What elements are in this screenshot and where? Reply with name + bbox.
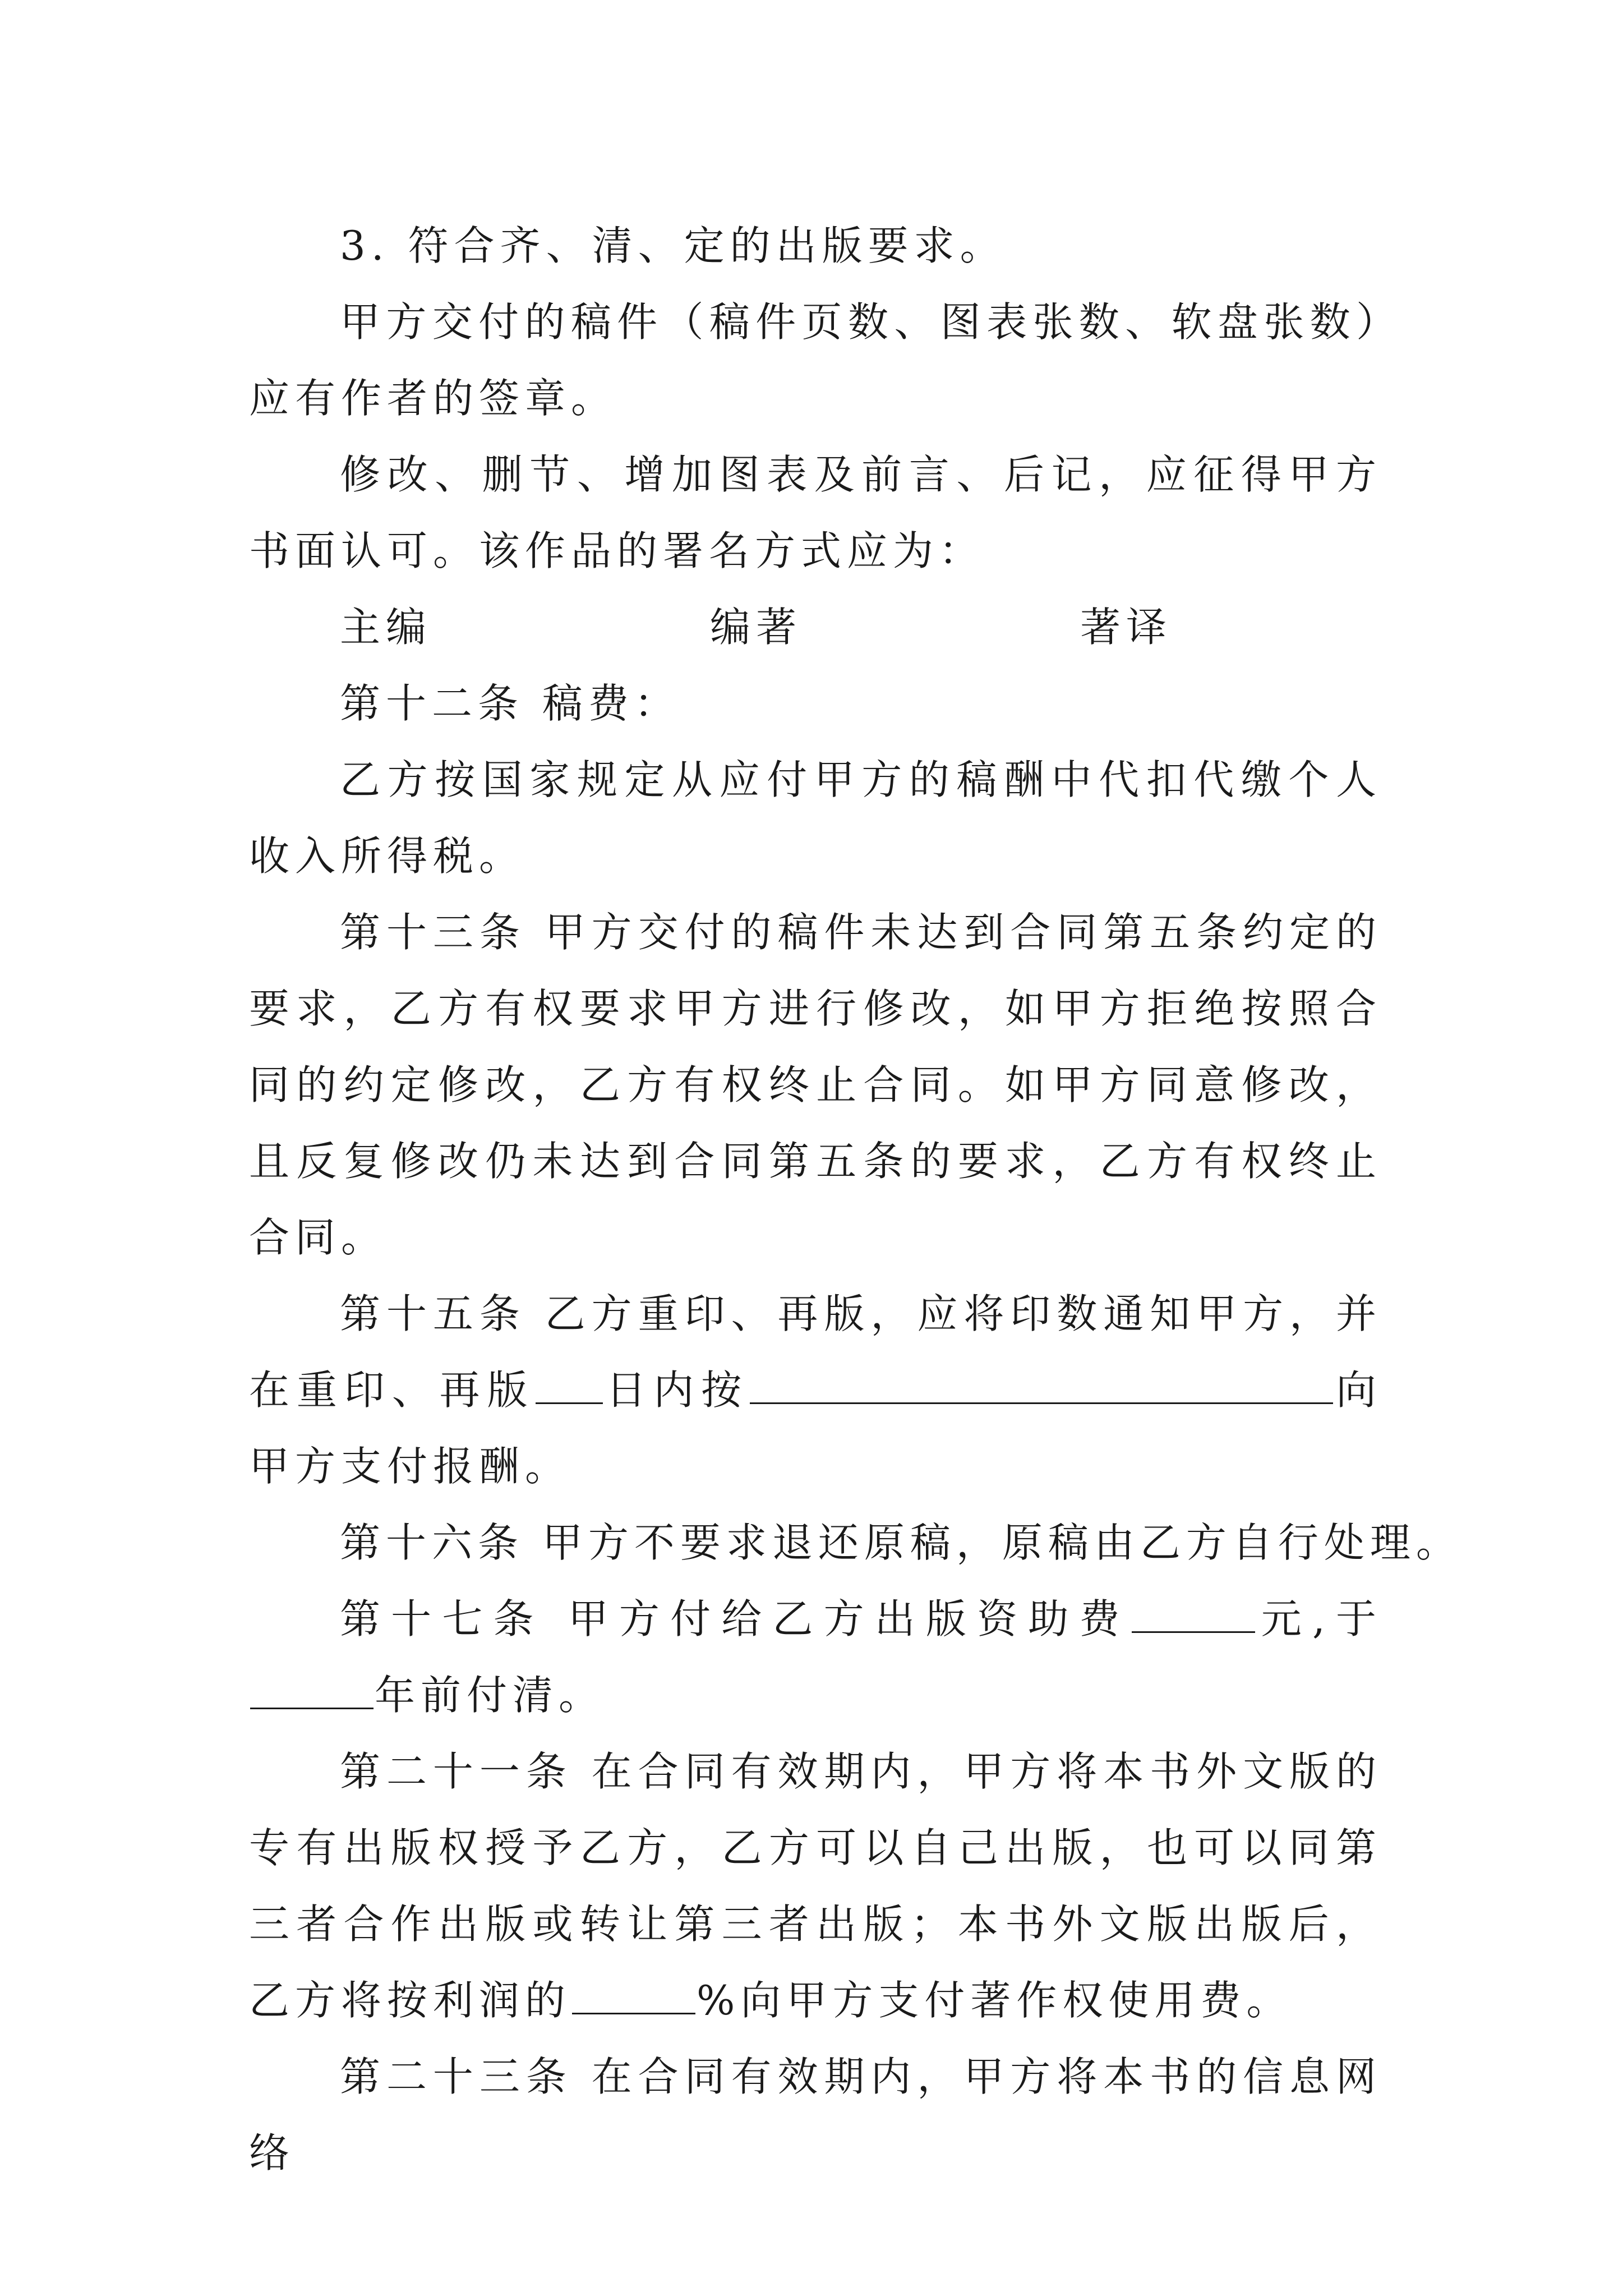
clause-17-text-1: 第十七条 甲方付给乙方出版资助费 (340, 1595, 1131, 1642)
subsidy-amount-blank (1132, 1593, 1255, 1633)
clause-21-text-1: 第二十一条 在合同有效期内，甲方将本书外文版的专有出版权授予乙方，乙方可以自己出版，也可以同第三者合作出版或转让第三者出版；本书外文版出版后，乙方将按利润的 (249, 1748, 1382, 2024)
paragraph-tax-withholding: 乙方按国家规定从应付甲方的稿酬中代扣代缴个人收入所得税。 (249, 756, 1382, 880)
paragraph-manuscript-signature: 甲方交付的稿件（稿件页数、图表张数、软盘张数）应有作者的签章。 (249, 298, 1382, 422)
clause-21-text-2: %向甲方支付著作权使用费。 (697, 1977, 1293, 2024)
role-chief-editor: 主编 (340, 604, 432, 651)
payment-method-blank (750, 1364, 1333, 1404)
clause-12-heading: 第十二条 稿费： (340, 680, 680, 727)
clause-15-text-1: 第十五条 乙方重印、再版，应将印数通知甲方，并在重印、再版 (249, 1290, 1382, 1414)
clause-16: 第十六条 甲方不要求退还原稿，原稿由乙方自行处理。 (340, 1519, 1462, 1566)
clause-17 (249, 1581, 1382, 1733)
clause-15-text-3: 向甲方支付报酬。 (249, 1366, 1382, 1490)
paragraph-publishing-requirement: 3. 符合齐、清、定的出版要求。 (340, 222, 1006, 269)
authorship-options (249, 589, 1382, 665)
clause-15 (249, 1276, 1382, 1504)
role-translator: 著译 (1080, 604, 1173, 651)
document-body (249, 208, 1462, 2191)
clause-17-text-2: 元,于 (1256, 1595, 1382, 1642)
role-compiler: 编著 (710, 604, 803, 651)
clause-13: 第十三条 甲方交付的稿件未达到合同第五条约定的要求，乙方有权要求甲方进行修改，如甲方拒绝按照合同的约定修改，乙方有权终止合同。如甲方同意修改，且反复修改仍未达到合同第五条的要求，乙方有权终止合同。 (249, 909, 1382, 1261)
clause-15-text-2: 日内按 (604, 1366, 749, 1414)
clause-21 (249, 1733, 1382, 2039)
paragraph-modification-consent: 修改、删节、增加图表及前言、后记，应征得甲方书面认可。该作品的署名方式应为： (249, 451, 1382, 574)
clause-17-text-3: 年前付清。 (375, 1672, 605, 1719)
clause-23: 第二十三条 在合同有效期内，甲方将本书的信息网络 (249, 2053, 1382, 2177)
days-blank (536, 1364, 603, 1404)
payment-year-blank (250, 1669, 374, 1709)
profit-percent-blank (572, 1974, 695, 2014)
